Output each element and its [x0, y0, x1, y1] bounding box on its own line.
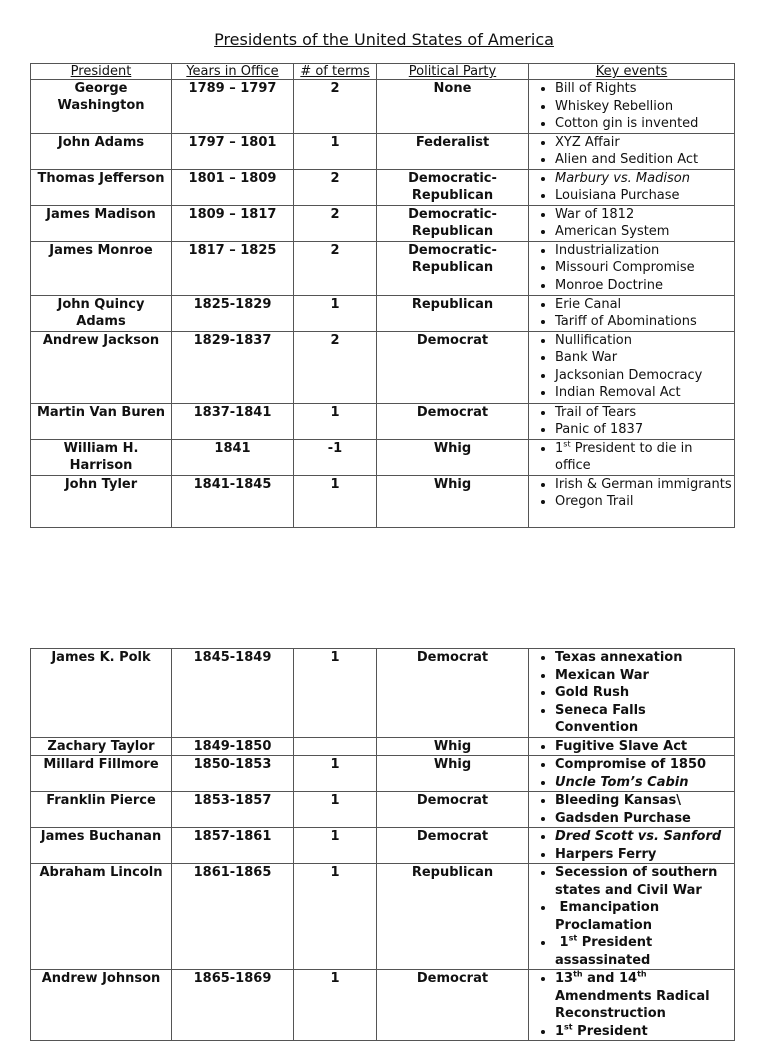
table-row	[31, 205, 735, 241]
number-of-terms	[294, 737, 377, 756]
president-name: Andrew Jackson	[31, 331, 172, 403]
number-of-terms: 1	[294, 792, 377, 828]
political-party: Democrat	[377, 331, 529, 403]
event-item: • XYZ Affair	[555, 134, 732, 152]
event-item-text: 1st President assassinated	[555, 933, 653, 968]
event-item: • Irish & German immigrants	[555, 476, 732, 494]
years-in-office: 1853-1857	[172, 792, 294, 828]
header-years: Years in Office	[172, 64, 294, 80]
event-item: • Oregon Trail	[555, 493, 732, 511]
header-president: President	[31, 64, 172, 80]
key-events	[529, 205, 735, 241]
key-events	[529, 756, 735, 792]
years-in-office: 1857-1861	[172, 828, 294, 864]
political-party: Whig	[377, 756, 529, 792]
key-events	[529, 439, 735, 475]
political-party: Whig	[377, 475, 529, 527]
table-row	[31, 439, 735, 475]
years-in-office: 1865-1869	[172, 970, 294, 1041]
event-item: • 1st President to die in office	[555, 440, 732, 475]
table-row	[31, 80, 735, 134]
number-of-terms: 1	[294, 403, 377, 439]
header-events: Key events	[529, 64, 735, 80]
event-item: • Trail of Tears	[555, 404, 732, 422]
years-in-office: 1841	[172, 439, 294, 475]
president-name: Franklin Pierce	[31, 792, 172, 828]
event-item: • Alien and Sedition Act	[555, 151, 732, 169]
event-item: • Erie Canal	[555, 296, 732, 314]
key-events	[529, 737, 735, 756]
event-item: • Jacksonian Democracy	[555, 367, 732, 385]
event-item: • Industrialization	[555, 242, 732, 260]
key-events	[529, 828, 735, 864]
years-in-office: 1801 – 1809	[172, 169, 294, 205]
president-name: Abraham Lincoln	[31, 864, 172, 970]
number-of-terms: 2	[294, 80, 377, 134]
political-party: Democrat	[377, 792, 529, 828]
event-item: • 1st President	[555, 1023, 732, 1041]
table-row	[31, 970, 735, 1041]
event-item: • Gold Rush	[555, 684, 732, 702]
table-row	[31, 828, 735, 864]
political-party: Republican	[377, 864, 529, 970]
event-item: • Marbury vs. Madison	[555, 170, 732, 188]
event-item: • Uncle Tom’s Cabin	[555, 774, 732, 792]
president-name: William H. Harrison	[31, 439, 172, 475]
table-row	[31, 737, 735, 756]
political-party: Democratic-Republican	[377, 169, 529, 205]
number-of-terms: 1	[294, 756, 377, 792]
event-item: • Gadsden Purchase	[555, 810, 732, 828]
president-name: Zachary Taylor	[31, 737, 172, 756]
key-events	[529, 295, 735, 331]
president-name: Millard Fillmore	[31, 756, 172, 792]
event-item: • Seneca Falls Convention	[555, 702, 732, 737]
key-events	[529, 80, 735, 134]
table-row	[31, 864, 735, 970]
event-item: • Cotton gin is invented	[555, 115, 732, 133]
table-row	[31, 756, 735, 792]
years-in-office: 1789 – 1797	[172, 80, 294, 134]
table-row	[31, 295, 735, 331]
president-name: Andrew Johnson	[31, 970, 172, 1041]
years-in-office: 1817 – 1825	[172, 241, 294, 295]
event-item: • Harpers Ferry	[555, 846, 732, 864]
number-of-terms: 2	[294, 169, 377, 205]
years-in-office: 1841-1845	[172, 475, 294, 527]
ordinal-suffix: st	[568, 933, 578, 943]
key-events	[529, 403, 735, 439]
number-of-terms: 1	[294, 649, 377, 738]
number-of-terms: 1	[294, 864, 377, 970]
key-events	[529, 475, 735, 527]
event-item: • Panic of 1837	[555, 421, 732, 439]
event-item: • Whiskey Rebellion	[555, 98, 732, 116]
event-item: • Bleeding Kansas\	[555, 792, 732, 810]
event-item: • Louisiana Purchase	[555, 187, 732, 205]
political-party: None	[377, 80, 529, 134]
event-item: • Compromise of 1850	[555, 756, 732, 774]
event-item: • War of 1812	[555, 206, 732, 224]
key-events	[529, 649, 735, 738]
political-party: Democratic-Republican	[377, 241, 529, 295]
event-item: • 13th and 14th Amendments Radical Reconstruction	[555, 970, 732, 1023]
event-item: • Tariff of Abominations	[555, 313, 732, 331]
political-party: Democrat	[377, 403, 529, 439]
number-of-terms: 1	[294, 828, 377, 864]
event-item: • Fugitive Slave Act	[555, 738, 732, 756]
key-events	[529, 241, 735, 295]
political-party: Democratic-Republican	[377, 205, 529, 241]
president-name: James Madison	[31, 205, 172, 241]
table-row	[31, 792, 735, 828]
president-name: John Tyler	[31, 475, 172, 527]
table-row	[31, 241, 735, 295]
number-of-terms: 1	[294, 133, 377, 169]
president-name: James Buchanan	[31, 828, 172, 864]
president-name: John Adams	[31, 133, 172, 169]
number-of-terms: 2	[294, 205, 377, 241]
event-item: • Monroe Doctrine	[555, 277, 732, 295]
president-name: James Monroe	[31, 241, 172, 295]
event-item: • Bill of Rights	[555, 80, 732, 98]
political-party: Whig	[377, 439, 529, 475]
key-events	[529, 864, 735, 970]
ordinal-suffix: th	[637, 969, 647, 979]
years-in-office: 1845-1849	[172, 649, 294, 738]
header-row	[31, 64, 735, 80]
event-item: • Missouri Compromise	[555, 259, 732, 277]
key-events	[529, 169, 735, 205]
event-item	[555, 934, 732, 969]
number-of-terms: 2	[294, 241, 377, 295]
table-row	[31, 331, 735, 403]
table-row	[31, 169, 735, 205]
number-of-terms: 1	[294, 295, 377, 331]
key-events	[529, 331, 735, 403]
page-title: Presidents of the United States of America	[214, 30, 554, 49]
event-item: • Texas annexation	[555, 649, 732, 667]
years-in-office: 1809 – 1817	[172, 205, 294, 241]
years-in-office: 1861-1865	[172, 864, 294, 970]
event-item: • American System	[555, 223, 732, 241]
years-in-office: 1849-1850	[172, 737, 294, 756]
political-party: Democrat	[377, 828, 529, 864]
political-party: Whig	[377, 737, 529, 756]
political-party: Democrat	[377, 649, 529, 738]
key-events	[529, 970, 735, 1041]
table-row	[31, 475, 735, 527]
ordinal-suffix: th	[573, 969, 583, 979]
table-row	[31, 403, 735, 439]
event-item: • Secession of southern states and Civil War	[555, 864, 732, 899]
key-events	[529, 792, 735, 828]
years-in-office: 1797 – 1801	[172, 133, 294, 169]
president-name: George Washington	[31, 80, 172, 134]
event-item: • Indian Removal Act	[555, 384, 732, 402]
presidents-table-1	[30, 63, 735, 528]
years-in-office: 1850-1853	[172, 756, 294, 792]
event-item: • Bank War	[555, 349, 732, 367]
number-of-terms: -1	[294, 439, 377, 475]
event-item: • Dred Scott vs. Sanford	[555, 828, 732, 846]
number-of-terms: 1	[294, 970, 377, 1041]
years-in-office: 1837-1841	[172, 403, 294, 439]
president-name: James K. Polk	[31, 649, 172, 738]
table-row	[31, 133, 735, 169]
years-in-office: 1829-1837	[172, 331, 294, 403]
president-name: Martin Van Buren	[31, 403, 172, 439]
ordinal-suffix: st	[563, 439, 571, 449]
event-item	[555, 899, 732, 934]
header-terms: # of terms	[294, 64, 377, 80]
table-row	[31, 649, 735, 738]
presidents-table-2	[30, 648, 735, 1041]
event-item: • Mexican War	[555, 667, 732, 685]
political-party: Republican	[377, 295, 529, 331]
number-of-terms: 2	[294, 331, 377, 403]
event-item-text: Emancipation Proclamation	[555, 900, 660, 933]
header-party: Political Party	[377, 64, 529, 80]
president-name: John Quincy Adams	[31, 295, 172, 331]
ordinal-suffix: st	[564, 1022, 573, 1032]
political-party: Democrat	[377, 970, 529, 1041]
years-in-office: 1825-1829	[172, 295, 294, 331]
key-events	[529, 133, 735, 169]
political-party: Federalist	[377, 133, 529, 169]
number-of-terms: 1	[294, 475, 377, 527]
president-name: Thomas Jefferson	[31, 169, 172, 205]
event-item: • Nullification	[555, 332, 732, 350]
